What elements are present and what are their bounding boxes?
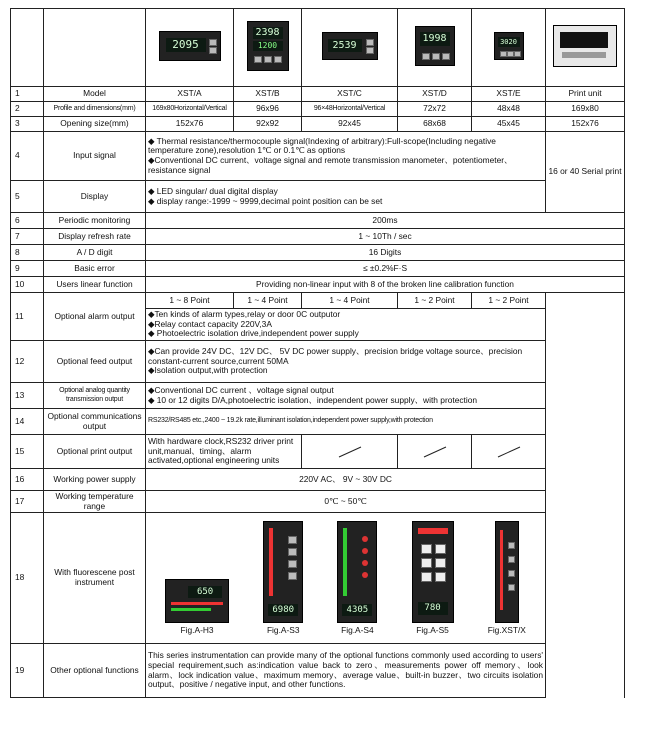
display-readout: 2539	[328, 39, 362, 52]
row-alarm-points: 11 Optional alarm output 1 ~ 8 Point 1 ~ 4 Point 1 ~ 4 Point 1 ~ 2 Point 1 ~ 2 Point	[11, 293, 625, 309]
xst-c-image	[302, 9, 398, 87]
spec-table	[10, 8, 625, 698]
row-model: 1 Model XST/A XST/B XST/C XST/D XST/E Print unit	[11, 87, 625, 102]
row-alarm-details: ◆Ten kinds of alarm types,relay or door 0C outputor ◆Relay contact capacity 220V,3A ◆ Photoelectric isolation drive,independent power supply	[11, 309, 625, 341]
not-available-mark	[302, 435, 398, 469]
image-row	[11, 9, 625, 87]
display-readout: 2398	[253, 27, 283, 39]
row-basic-error: 9 Basic error ≤ ±0.2%F·S	[11, 261, 625, 277]
fig-a-s5: 780 Fig.A-S5	[412, 521, 454, 636]
display-readout: 2095	[166, 38, 206, 52]
print-unit-note: 16 or 40 Serial print	[546, 132, 625, 213]
row-dimensions: 2 Profile and dimensions(mm) 169x80Horizontal/Vertical 96x96 96×48Horizontal/Vertical 72x72 48x48 169x80	[11, 102, 625, 117]
row-analog: 13 Optional analog quantity transmission output ◆Conventional DC current 、voltage signal output ◆ 10 or 12 digits D/A,photoelectric isolation、independent power supply、with protection	[11, 383, 625, 409]
row-communications: 14 Optional communications output RS232/RS485 etc.,2400 ~ 19.2k rate,illuminant isolation,independent power supply,with protection	[11, 409, 625, 435]
display-readout: 780	[418, 602, 448, 615]
display-readout: 3020	[498, 37, 520, 47]
print-unit-image	[546, 9, 625, 87]
xst-a-image	[146, 9, 234, 87]
not-available-mark	[398, 435, 472, 469]
row-input-signal: 4 Input signal ◆ Thermal resistance/thermocouple signal(Indexing of arbitrary):Full-scope(Including negative temperature zone),resolution 1℃ or 0.1℃ as options ◆Conventional DC current、voltage signal and remote transmission manometer、potentiometer、resistance signal 16 or 40 Serial print	[11, 132, 625, 181]
row-linear: 10 Users linear function Providing non-linear input with 8 of the broken line calibration function	[11, 277, 625, 293]
xst-b-image	[234, 9, 302, 87]
row-temperature: 17 Working temperature range 0℃ ~ 50℃	[11, 491, 625, 513]
row-fluorescene: 18 With fluorescene post instrument 650 Fig.A-H3 6980 Fig.A-S3 4305 Fig.A-S4 780 Fig.A-S5 Fig.XST/X	[11, 513, 625, 644]
fig-a-h3: 650 Fig.A-H3	[165, 579, 229, 636]
row-feed-output: 12 Optional feed output ◆Can provide 24V DC、12V DC、 5V DC power supply、precision bridge voltage source、precision constant-current source,current 50MA ◆Isolation output,with protection	[11, 341, 625, 383]
display-readout: 1998	[420, 32, 450, 46]
display-readout: 4305	[342, 604, 372, 616]
fig-xst-x: Fig.XST/X	[488, 521, 526, 636]
row-power: 16 Working power supply 220V AC、 9V ~ 30V DC	[11, 469, 625, 491]
xst-d-image	[398, 9, 472, 87]
display-readout: 6980	[268, 604, 298, 616]
row-print-output: 15 Optional print output With hardware clock,RS232 driver print unit,manual、timing、alarm activated,optional engineering units	[11, 435, 625, 469]
row-display: 5 Display ◆ LED singular/ dual digital display ◆ display range:-1999 ~ 9999,decimal point position can be set	[11, 181, 625, 213]
display-readout: 650	[188, 586, 222, 598]
row-other-functions: 19 Other optional functions This series instrumentation can provide many of the optional functions commonly used according to users' special requirement,such as:indication value back to zero、measurements power off memory、look alarm、lock indication value、maximum memory、average value、built-in buzzer、two circuits isolation output、positive / negative input, and other functions.	[11, 644, 625, 698]
xst-e-image	[472, 9, 546, 87]
not-available-mark	[472, 435, 546, 469]
row-monitoring: 6 Periodic monitoring 200ms	[11, 213, 625, 229]
display-readout: 1200	[253, 41, 283, 51]
row-opening: 3 Opening size(mm) 152x76 92x92 92x45 68x68 45x45 152x76	[11, 117, 625, 132]
row-ad-digit: 8 A / D digit 16 Digits	[11, 245, 625, 261]
fig-a-s3: 6980 Fig.A-S3	[263, 521, 303, 636]
row-refresh: 7 Display refresh rate 1 ~ 10Th / sec	[11, 229, 625, 245]
fig-a-s4: 4305 Fig.A-S4	[337, 521, 377, 636]
